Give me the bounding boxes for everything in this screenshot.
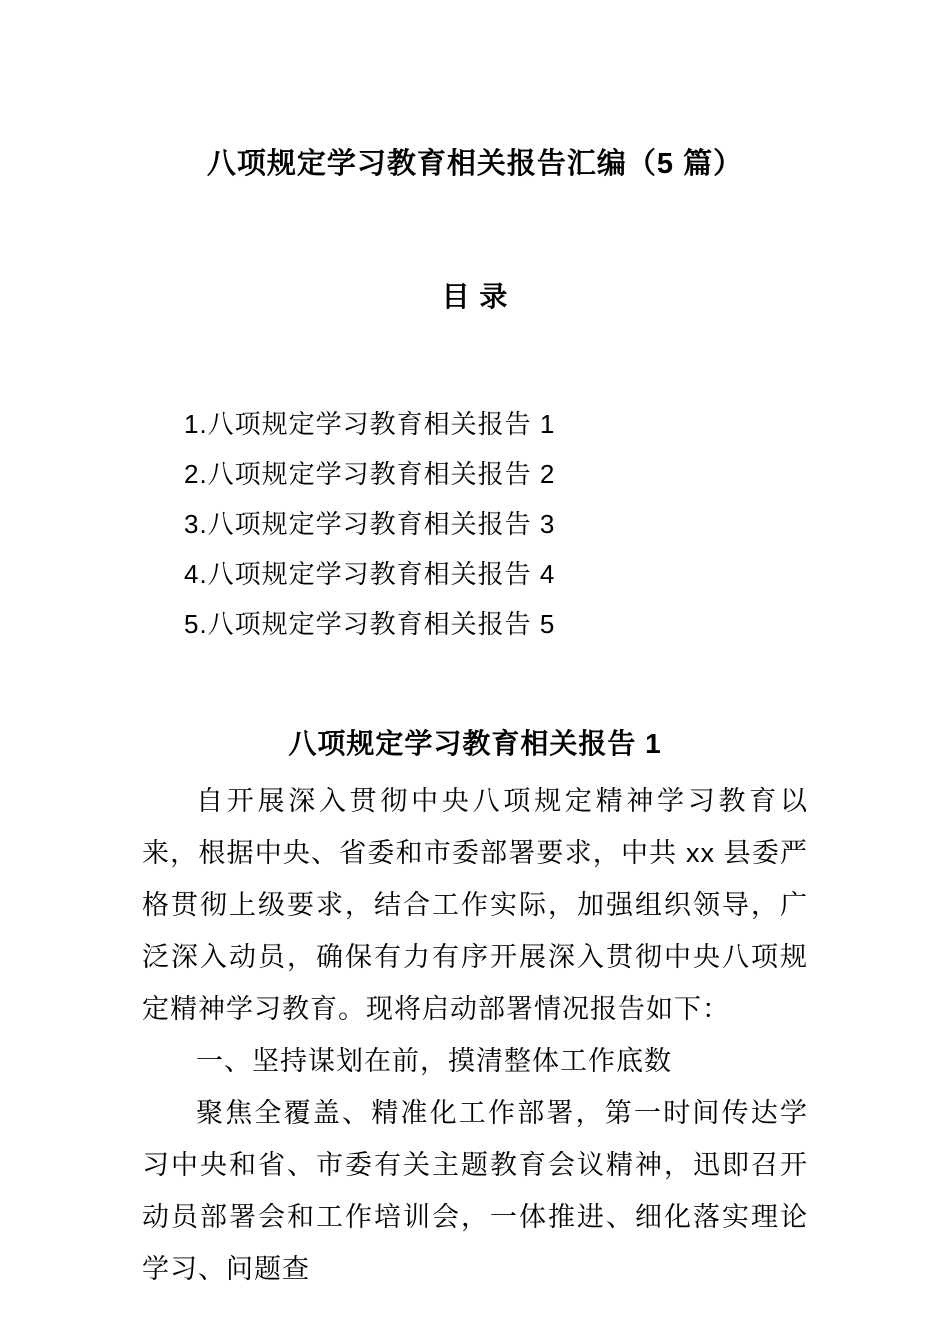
toc-item-4: 4.八项规定学习教育相关报告 4	[184, 559, 556, 589]
body-subheading: 一、坚持谋划在前，摸清整体工作底数	[196, 1046, 672, 1076]
toc-item-2: 2.八项规定学习教育相关报告 2	[184, 459, 556, 489]
toc-list	[184, 399, 808, 649]
document-title: 八项规定学习教育相关报告汇编（5 篇）	[206, 148, 744, 180]
body-paragraph: 聚焦全覆盖、精准化工作部署，第一时间传达学习中央和省、市委有关主题教育会议精神，迅即召开动员部署会和工作培训会，一体推进、细化落实理论学习、问题查	[142, 1098, 808, 1284]
section-body	[142, 775, 808, 1295]
toc-item-5: 5.八项规定学习教育相关报告 5	[184, 609, 556, 639]
toc-heading: 目 录	[441, 281, 509, 312]
toc-item-3: 3.八项规定学习教育相关报告 3	[184, 509, 556, 539]
section-heading-report-1: 八项规定学习教育相关报告 1	[288, 728, 662, 759]
body-paragraph: 自开展深入贯彻中央八项规定精神学习教育以来，根据中央、省委和市委部署要求，中共 xx 县委严格贯彻上级要求，结合工作实际，加强组织领导，广泛深入动员，确保有力有序开展深入贯彻中央八项规定精神学习教育。现将启动部署情况报告如下：	[142, 786, 808, 1024]
toc-item-1: 1.八项规定学习教育相关报告 1	[184, 409, 556, 439]
